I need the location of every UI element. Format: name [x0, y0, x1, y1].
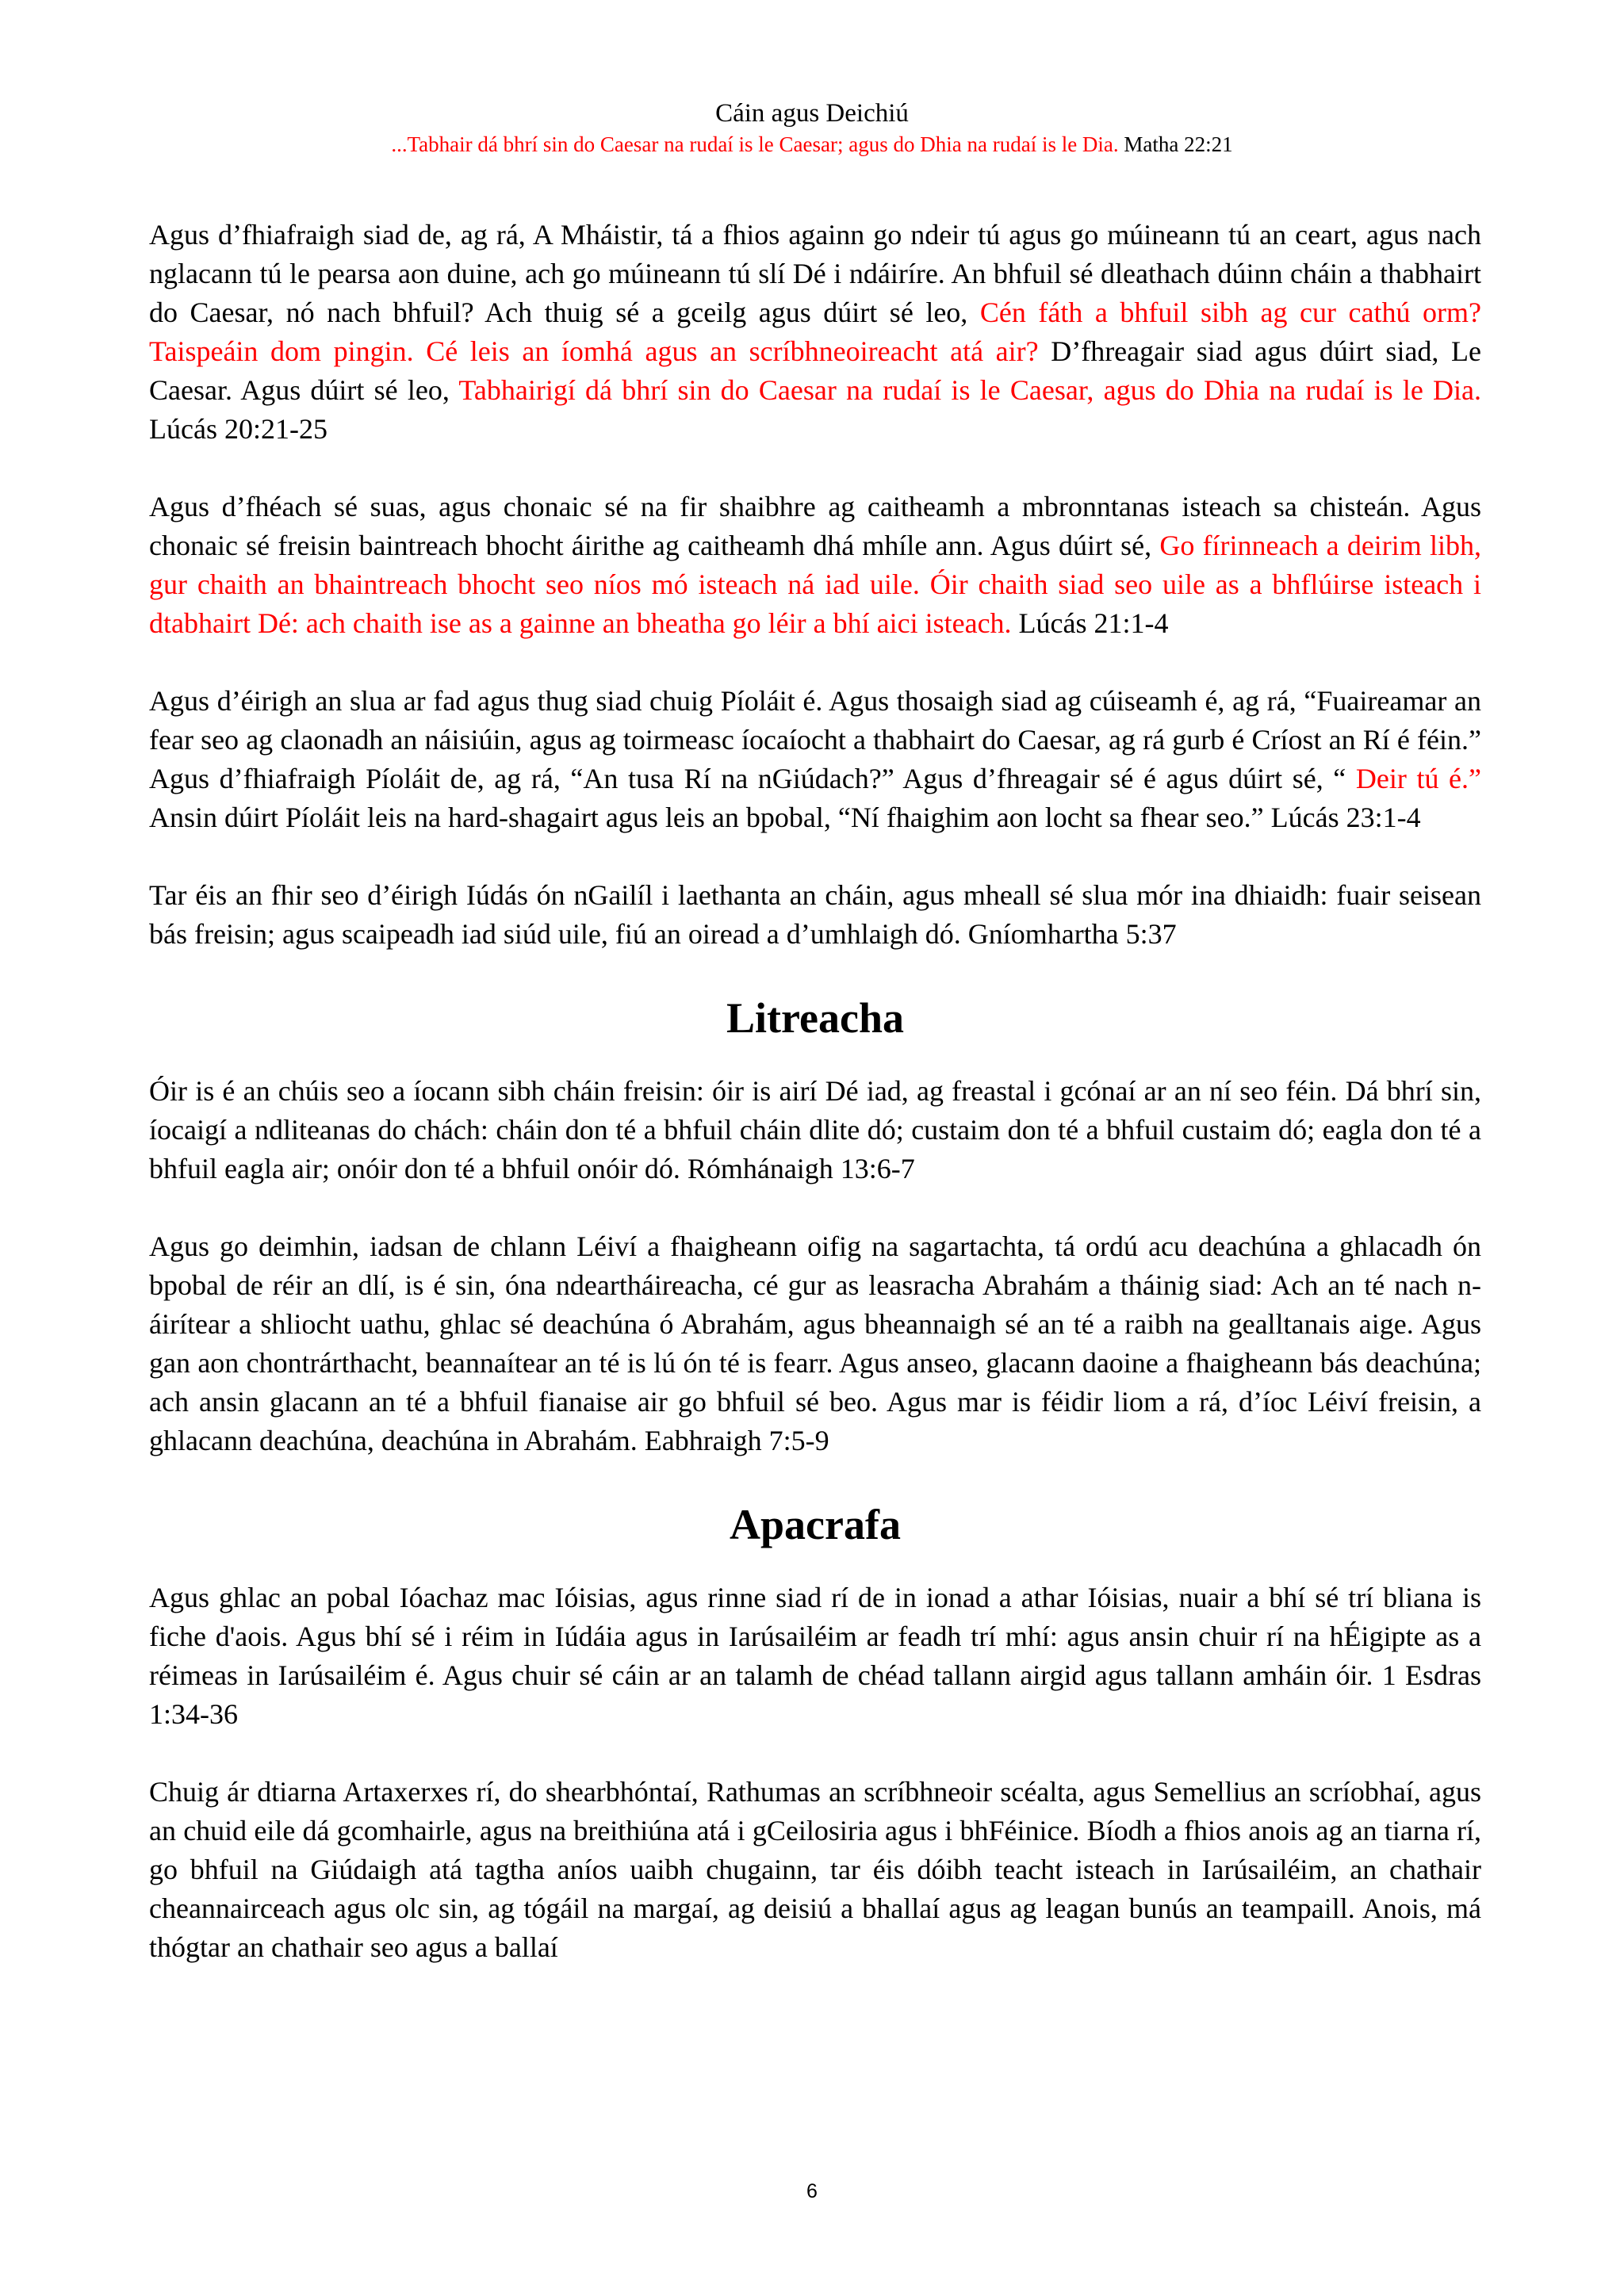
section-heading: Litreacha	[726, 994, 904, 1042]
quoted-speech-text: Go fírinneach a deirim libh, gur chaith an bhaintreach bhocht seo níos mó isteach ná iad uile. Óir chaith siad seo uile as a bhflúirse isteach i dtabhairt Dé: ach chaith ise as a gainne an bheatha go léir a bhí aici isteach.	[149, 530, 1482, 639]
scripture-paragraph	[149, 488, 1481, 643]
paragraph-text: Agus go deimhin, iadsan de chlann Léiví a fhaigheann oifig na sagartachta, tá ordú acu deachúna a ghlacadh ón bpobal de réir an dlí, is é sin, óna ndeartháireacha, cé gur as leasracha Abrahám a tháinig siad: Ach an té nach n-áirítear a shliocht uathu, ghlac sé deachúna ó Abrahám, agus bheannaigh sé an té a raibh na gealltanais aige. Agus gan aon chontrárthacht, beannaítear an té is lú ón té is fearr. Agus anseo, glacann daoine a fhaigheann bás deachúna; ach ansin glacann an té a bhfuil fianaise air go bhfuil sé beo. Agus mar is féidir liom a rá, d’íoc Léiví freisin, a ghlacann deachúna, deachúna in Abrahám. Eabhraigh 7:5-9	[149, 1230, 1481, 1456]
scripture-paragraph	[149, 1072, 1481, 1188]
paragraph-text: Lúcás 20:21-25	[149, 413, 327, 445]
page-number: 6	[806, 2180, 818, 2202]
paragraph-text: Tar éis an fhir seo d’éirigh Iúdás ón nGailíl i laethanta an cháin, agus mheall sé slua mór ina dhiaidh: fuair seisean bás freisin; agus scaipeadh iad siúd uile, fiú an oiread a d’umhlaigh dó. Gníomhartha 5:37	[149, 879, 1481, 950]
header-verse-text: ...Tabhair dá bhrí sin do Caesar na rudaí is le Caesar; agus do Dhia na rudaí is le Dia.	[391, 132, 1119, 156]
paragraph-text: Agus ghlac an pobal Ióachaz mac Ióisias, agus rinne siad rí de in ionad a athar Ióisias, nuair a bhí sé trí bliana is fiche d'aois. Agus bhí sé i réim in Iúdáia agus in Iarúsailéim ar feadh trí mhí: agus ansin chuir rí na hÉigipte as a réimeas in Iarúsailéim é. Agus chuir sé cáin ar an talamh de chéad tallann airgid agus tallann amháin óir. 1 Esdras 1:34-36	[149, 1582, 1481, 1730]
paragraph-text: Agus d’fhéach sé suas, agus chonaic sé na fir shaibhre ag caitheamh a mbronntanas isteach sa chisteán. Agus chonaic sé freisin baintreach bhocht áirithe ag caitheamh dhá mhíle ann. Agus dúirt sé,	[149, 491, 1481, 561]
paragraph-text: Óir is é an chúis seo a íocann sibh cháin freisin: óir is airí Dé iad, ag freastal i gcónaí ar an ní seo féin. Dá bhrí sin, íocaigí a ndliteanas do chách: cháin don té a bhfuil cháin dlite dó; custaim don té a bhfuil custaim dó; eagla don té a bhfuil eagla air; onóir don té a bhfuil onóir dó. Rómhánaigh 13:6-7	[149, 1075, 1481, 1184]
paragraph-text: Ansin dúirt Píoláit leis na hard-shagairt agus leis an bpobal, “Ní fhaighim aon locht sa fhear seo.” Lúcás 23:1-4	[149, 802, 1421, 833]
scripture-paragraph	[149, 216, 1481, 449]
paragraph-text: Chuig ár dtiarna Artaxerxes rí, do shearbhóntaí, Rathumas an scríbhneoir scéalta, agus Semellius an scríobhaí, agus an chuid eile dá gcomhairle, agus na breithiúna atá i gCeilosiria agus i bhFéinice. Bíodh a fhios anois ag an tiarna rí, go bhfuil na Giúdaigh atá tagtha aníos uaibh chugainn, tar éis dóibh teacht isteach in Iarúsailéim, an chathair cheannairceach agus olc sin, ag tógáil na margaí, ag deisiú a bhallaí agus ag leagan bunús an teampaill. Anois, má thógtar an chathair seo agus a ballaí	[149, 1776, 1481, 1963]
quoted-speech-text: Deir tú é.”	[1346, 763, 1481, 794]
header-verse	[0, 130, 1624, 159]
paragraph-text: Agus d’fhiafraigh siad de, ag rá, A Mháistir, tá a fhios againn go ndeir tú agus go múineann tú an ceart, agus nach nglacann tú le pearsa aon duine, ach go múineann tú slí Dé i ndáiríre. An bhfuil sé dleathach dúinn cháin a thabhairt do Caesar, nó nach bhfuil? Ach thuig sé a gceilg agus dúirt sé leo,	[149, 219, 1481, 328]
section-heading: Apacrafa	[730, 1501, 901, 1548]
paragraph-text: Agus d’éirigh an slua ar fad agus thug siad chuig Píoláit é. Agus thosaigh siad ag cúiseamh é, ag rá, “Fuaireamar an fear seo ag claonadh an náisiúin, agus ag toirmeasc íocaíocht a thabhairt do Caesar, ag rá gurb é Críost an Rí é féin.” Agus d’fhiafraigh Píoláit de, ag rá, “An tusa Rí na nGiúdach?” Agus d’fhreagair sé é agus dúirt sé, “	[149, 685, 1481, 794]
paragraph-text: Lúcás 21:1-4	[1011, 607, 1169, 639]
quoted-speech-text: Tabhairigí dá bhrí sin do Caesar na rudaí is le Caesar, agus do Dhia na rudaí is le Dia.	[458, 374, 1481, 406]
scripture-paragraph	[149, 876, 1481, 954]
header-verse-reference: Matha 22:21	[1124, 132, 1233, 156]
scripture-paragraph	[149, 1227, 1481, 1460]
scripture-paragraph	[149, 1578, 1481, 1734]
page-header	[0, 97, 1624, 159]
paragraph-text: D’fhreagair siad agus dúirt siad, Le Caesar. Agus dúirt sé leo,	[149, 335, 1481, 406]
quoted-speech-text: Cén fáth a bhfuil sibh ag cur cathú orm? Taispeáin dom pingin. Cé leis an íomhá agus an scríbhneoireacht atá air?	[149, 297, 1481, 367]
scripture-paragraph	[149, 1773, 1481, 1967]
document-body	[149, 216, 1481, 2006]
document-title: Cáin agus Deichiú	[715, 99, 909, 128]
scripture-paragraph	[149, 682, 1481, 837]
